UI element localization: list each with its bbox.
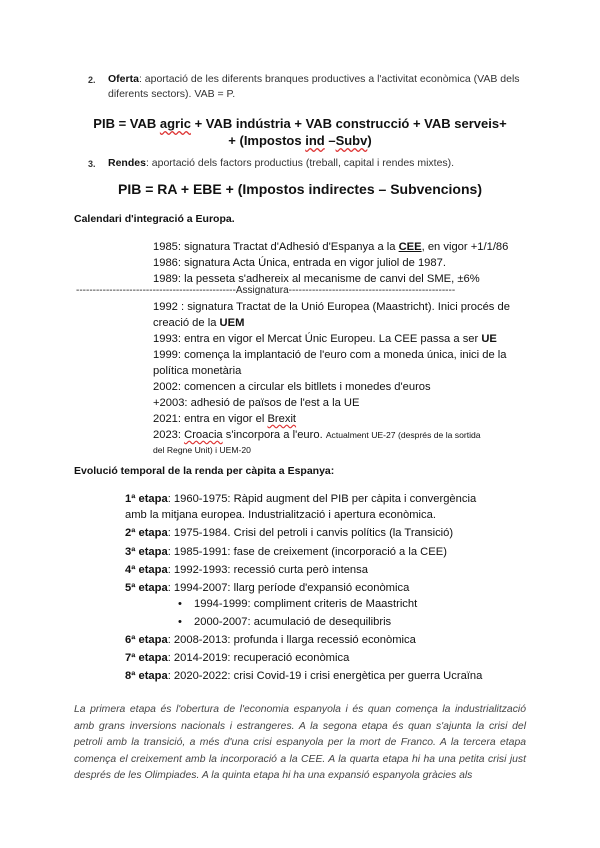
stage-label: 2ª etapa <box>125 527 168 539</box>
formula-text: + VAB indústria + VAB construcció + VAB serveis+ <box>190 116 507 131</box>
stage-label: 1ª etapa <box>125 493 168 505</box>
stage-text: : 2020-2022: crisi Covid-19 i crisi energètica per guerra Ucraïna <box>167 670 483 682</box>
stage-label: 5ª etapa <box>125 582 168 594</box>
formula-ind: ind <box>305 133 325 148</box>
term-rendes: Rendes <box>108 157 146 169</box>
calendar-line-1993 <box>153 332 497 347</box>
term-oferta: Oferta <box>108 73 139 85</box>
calendar-line-uem <box>153 316 244 331</box>
formula-income: PIB = RA + EBE + (Impostos indirectes – Subvencions) <box>118 181 482 197</box>
cal-uem: UEM <box>219 317 245 329</box>
bullet-text: 1994-1999: compliment criteris de Maastricht <box>194 598 418 610</box>
stage-3 <box>125 545 447 560</box>
stage-text: : 1992-1993: recessió curta però intensa <box>167 564 368 576</box>
rendes-description: : aportació dels factors productius (treball, capital i rendes mixtes). <box>145 157 455 169</box>
list-number: 3. <box>88 159 96 169</box>
bullet-2000-2007 <box>178 616 391 628</box>
formula-agric: agric <box>159 116 191 131</box>
bullet-text: 2000-2007: acumulació de desequilibris <box>194 616 392 628</box>
stage-8 <box>125 669 482 684</box>
formula-text: PIB = VAB <box>93 116 160 131</box>
stage-text: : 1985-1991: fase de creixement (incorporació a la CEE) <box>167 546 447 558</box>
calendar-line-1985 <box>153 240 508 255</box>
evolution-heading: Evolució temporal de la renda per càpita a Espanya: <box>74 465 335 477</box>
calendar-line-2021 <box>153 412 296 427</box>
stage-1 <box>125 492 476 507</box>
cal-text: 1993: entra en vigor el Mercat Únic Europeu. La CEE passa a ser <box>153 333 482 345</box>
cal-text: 1985: signatura Tractat d'Adhesió d'Espanya a la <box>153 241 399 253</box>
stage-label: 8ª etapa <box>125 670 168 682</box>
cal-ue: UE <box>481 333 497 345</box>
calendar-line-regne-unit: del Regne Unit) i UEM-20 <box>153 445 251 455</box>
calendar-line-1989: 1989: la pesseta s'adhereix al mecanisme de canvi del SME, ±6% <box>153 273 480 285</box>
oferta-description: : aportació de les diferents branques productives a l'activitat econòmica (VAB dels diferents sectors). VAB = P. <box>108 73 520 100</box>
stage-text: : 1994-2007: llarg període d'expansió econòmica <box>167 582 410 594</box>
calendar-heading: Calendari d'integració a Europa. <box>74 213 235 225</box>
stage-text: : 1960-1975: Ràpid augment del PIB per càpita i convergència <box>167 493 477 505</box>
stage-label: 7ª etapa <box>125 652 168 664</box>
stage-text: : 2008-2013: profunda i llarga recessió econòmica <box>167 634 416 646</box>
calendar-line-politica: política monetària <box>153 365 242 377</box>
stage-4 <box>125 563 368 578</box>
cal-croacia: Croacia <box>184 429 223 441</box>
cal-text: 2023: <box>153 429 185 441</box>
list-item-oferta <box>88 72 528 104</box>
stage-text: : 2014-2019: recuperació econòmica <box>167 652 350 664</box>
formula-text: – <box>324 133 336 148</box>
bullet-dot-icon: • <box>178 598 182 610</box>
stage-label: 4ª etapa <box>125 564 168 576</box>
list-item-rendes <box>88 156 528 172</box>
summary-paragraph: La primera etapa és l'obertura de l'economia espanyola i és quan comença la industrialització amb grans inversions nacionals i estrangeres. A la segona etapa és quan s'ajunta la crisi del petroli amb la transició, a més d'una crisi espanyola per la mort de Franco. A la tercera etapa comença el creixement amb la incorporació a la CEE. A la quarta etapa hi ha una petita crisi just després de les Olimpiades. A la quinta etapa hi ha una expansió espanyola gràcies als <box>74 704 526 781</box>
cal-brexit: Brexit <box>267 413 297 425</box>
cal-cee: CEE <box>398 241 422 253</box>
formula-text: + (Impostos <box>228 133 306 148</box>
calendar-line-2003: +2003: adhesió de països de l'est a la UE <box>153 397 360 409</box>
bullet-dot-icon: • <box>178 616 182 628</box>
calendar-line-1999: 1999: comença la implantació de l'euro com a moneda única, inici de la <box>153 349 507 361</box>
separator-assignatura: ------------------------------------------------Assignatura-------------------------------------------------- <box>76 285 456 296</box>
stage-7 <box>125 651 349 666</box>
cal-small-text: Actualment UE-27 (després de la sortida <box>325 430 481 440</box>
stage-6 <box>125 633 416 648</box>
stage-2 <box>125 526 453 541</box>
bullet-1994-1999 <box>178 598 417 610</box>
stage-1-cont: amb la mitjana europea. Industrialització i apertura econòmica. <box>125 509 436 521</box>
formula-text: ) <box>367 133 372 148</box>
calendar-line-2002: 2002: comencen a circular els bitllets i monedes d'euros <box>153 381 431 393</box>
stage-5 <box>125 581 409 596</box>
cal-text: s'incorpora a l'euro. <box>222 429 326 441</box>
stage-label: 3ª etapa <box>125 546 168 558</box>
cal-text: , en vigor +1/1/86 <box>421 241 509 253</box>
formula-offer-line2 <box>0 133 600 148</box>
cal-text: 2021: entra en vigor el <box>153 413 268 425</box>
list-number: 2. <box>88 75 96 85</box>
stage-text: : 1975-1984. Crisi del petroli i canvis polítics (la Transició) <box>167 527 454 539</box>
calendar-line-1992: 1992 : signatura Tractat de la Unió Europea (Maastricht). Inici procés de <box>153 301 510 313</box>
calendar-line-2023 <box>153 428 481 443</box>
cal-text: creació de la <box>153 317 220 329</box>
calendar-line-1986: 1986: signatura Acta Única, entrada en vigor juliol de 1987. <box>153 257 446 269</box>
stage-label: 6ª etapa <box>125 634 168 646</box>
formula-subv: Subv <box>335 133 368 148</box>
formula-offer-line1 <box>0 116 600 131</box>
